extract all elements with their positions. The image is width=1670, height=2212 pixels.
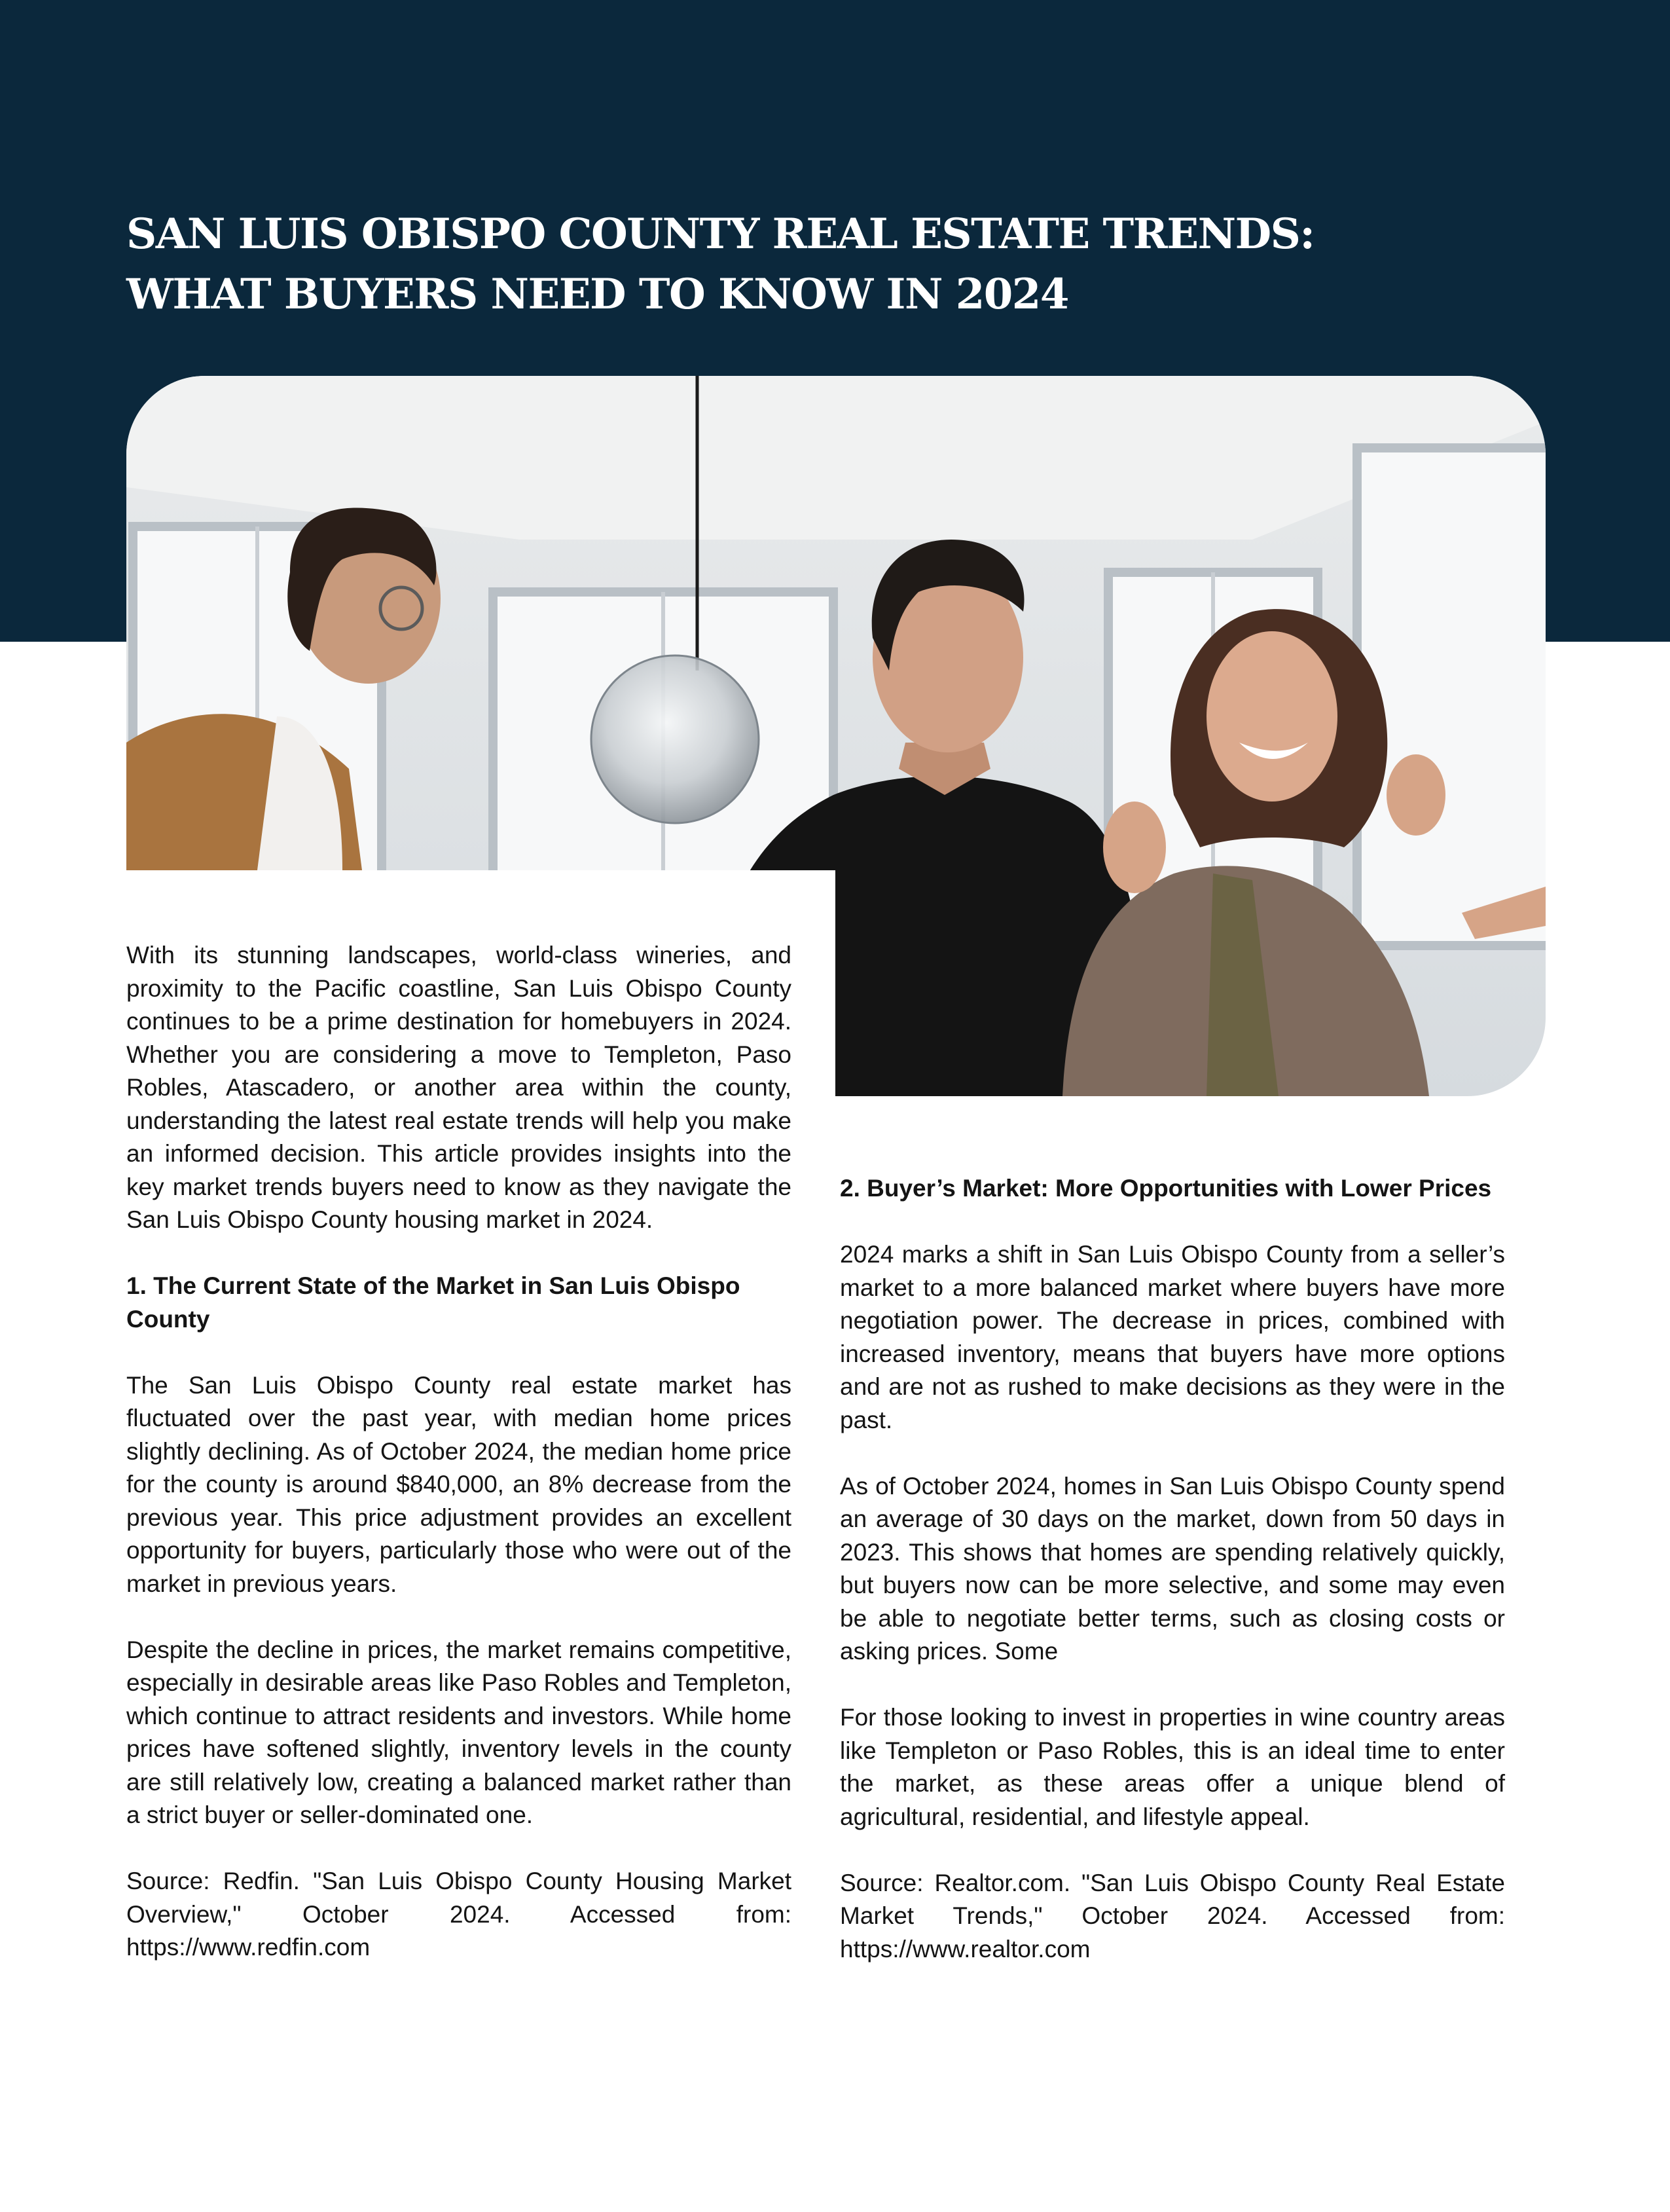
article-title xyxy=(126,204,1370,325)
section-1-paragraph-1: The San Luis Obispo County real estate market has fluctuated over the past year, with median home prices slightly declining. As of October 2024, the median home price for the county is around $840,000, an 8% decrease from the previous year. This price adjustment provides an excellent opportunity for buyers, particularly those who were out of the market in previous years. xyxy=(126,1371,791,1597)
title-line-2: WHAT BUYERS NEED TO KNOW IN 2024 xyxy=(126,270,1068,319)
section-1-heading: 1. The Current State of the Market in San Luis Obispo County xyxy=(126,1272,740,1333)
left-column xyxy=(126,939,791,1997)
title-line-1: SAN LUIS OBISPO COUNTY REAL ESTATE TRENDS: xyxy=(126,210,1315,259)
section-1-paragraph-2: Despite the decline in prices, the market remains competitive, especially in desirable areas like Paso Robles and Templeton, which continue to attract residents and investors. While home prices have softened slightly, inventory levels in the county are still relatively low, creating a balanced market rather than a strict buyer or seller-dominated one. xyxy=(126,1636,791,1828)
section-2-heading: 2. Buyer’s Market: More Opportunities with Lower Prices xyxy=(840,1175,1492,1202)
section-2-paragraph-3: For those looking to invest in properties in wine country areas like Templeton or Paso Robles, this is an ideal time to enter the market, as these areas offer a unique blend of agricultural, residential, and lifestyle appeal. xyxy=(840,1704,1505,1830)
section-1-source: Source: Redfin. "San Luis Obispo County Housing Market Overview," October 2024. Accessed from: https://www.redfin.com xyxy=(126,1868,791,1961)
section-2-source: Source: Realtor.com. "San Luis Obispo County Real Estate Market Trends," October 2024. Accessed from: https://www.realtor.com xyxy=(840,1869,1505,1963)
section-2-paragraph-1: 2024 marks a shift in San Luis Obispo County from a seller’s market to a more balanced market where buyers have more negotiation power. The decrease in prices, combined with increased inventory, means that buyers have more options and are not as rushed to make decisions as they were in the past. xyxy=(840,1241,1505,1433)
intro-paragraph: With its stunning landscapes, world-class wineries, and proximity to the Pacific coastline, San Luis Obispo County continues to be a prime destination for homebuyers in 2024. Whether you are considering a move to Templeton, Paso Robles, Atascadero, or another area within the county, understanding the latest real estate trends will help you make an informed decision. This article provides insights into the key market trends buyers need to know as they navigate the San Luis Obispo County housing market in 2024. xyxy=(126,942,791,1233)
section-2-paragraph-2: As of October 2024, homes in San Luis Obispo County spend an average of 30 days on the market, down from 50 days in 2023. This shows that homes are spending relatively quickly, but buyers now can be more selective, and some may even be able to negotiate better terms, such as closing costs or asking prices. Some xyxy=(840,1472,1505,1665)
right-column xyxy=(840,1172,1505,1999)
